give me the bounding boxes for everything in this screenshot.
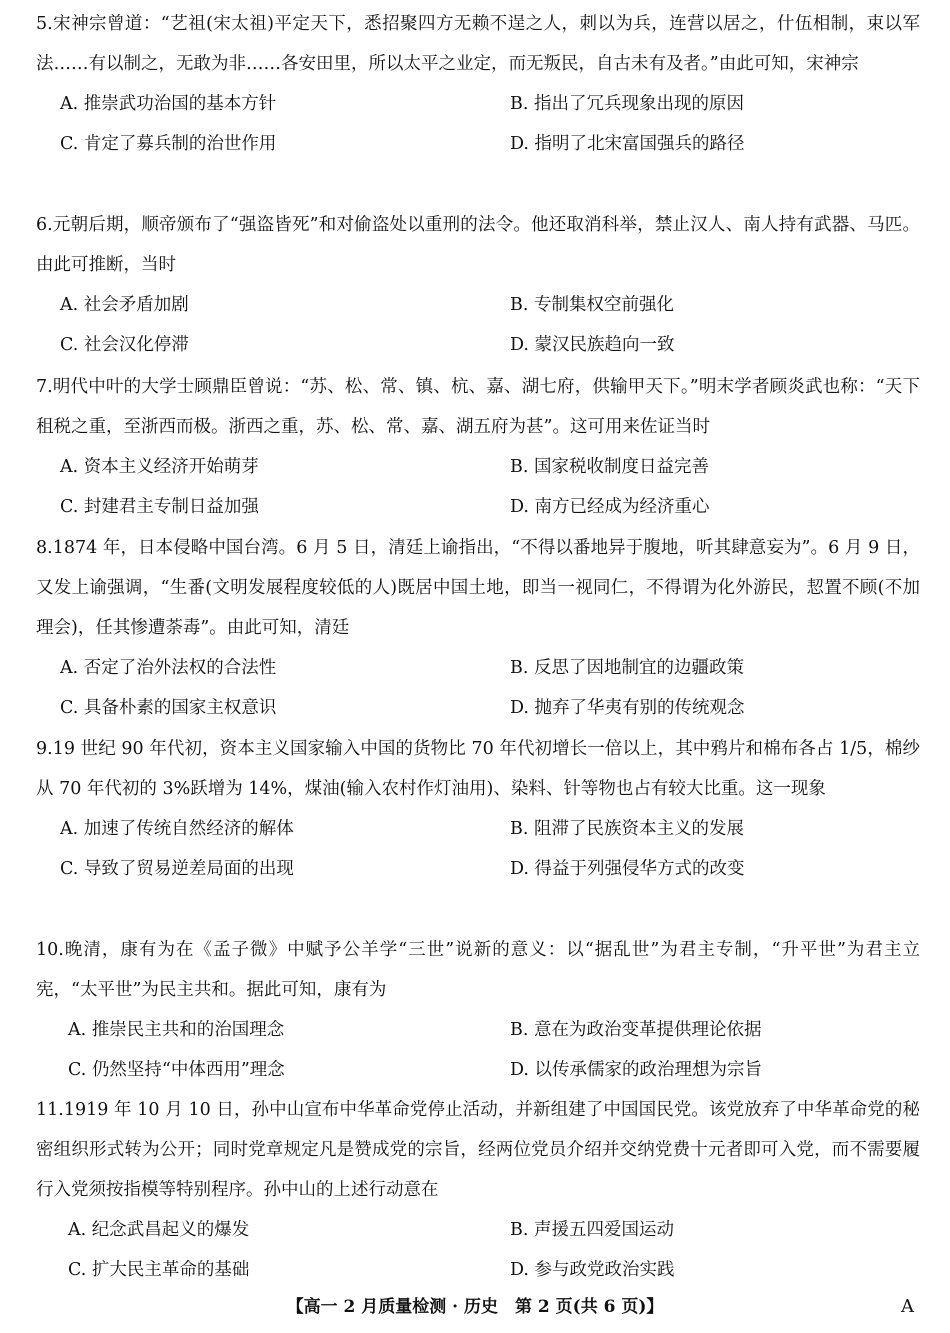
option-b: B. 声援五四爱国运动 bbox=[510, 1220, 674, 1240]
option-d: D. 南方已经成为经济重心 bbox=[510, 497, 710, 517]
question-7 bbox=[0, 367, 950, 527]
option-c: C. 具备朴素的国家主权意识 bbox=[60, 698, 277, 718]
options-group bbox=[0, 1010, 950, 1090]
option-c: C. 扩大民主革命的基础 bbox=[68, 1260, 250, 1280]
option-b: B. 专制集权空前强化 bbox=[510, 295, 674, 315]
option-b: B. 阻滞了民族资本主义的发展 bbox=[510, 819, 744, 839]
option-d: D. 以传承儒家的政治理想为宗旨 bbox=[510, 1060, 763, 1080]
option-c: C. 封建君主专制日益加强 bbox=[60, 497, 259, 517]
option-d: D. 参与政党政治实践 bbox=[510, 1260, 675, 1280]
paper-version: A bbox=[901, 1296, 914, 1317]
options-group bbox=[0, 1210, 950, 1290]
question-stem: 6.元朝后期，顺帝颁布了“强盗皆死”和对偷盗处以重刑的法令。他还取消科举，禁止汉人、南人持有武器、马匹。由此可推断，当时 bbox=[36, 215, 920, 275]
page-footer: 【高一 2 月质量检测 · 历史 第 2 页(共 6 页)】 bbox=[286, 1297, 664, 1317]
option-c: C. 社会汉化停滞 bbox=[60, 335, 189, 355]
question-11 bbox=[0, 1090, 950, 1290]
option-d: D. 得益于列强侵华方式的改变 bbox=[510, 859, 745, 879]
question-stem: 9.19 世纪 90 年代初，资本主义国家输入中国的货物比 70 年代初增长一倍以上，其中鸦片和棉布各占 1/5，棉纱从 70 年代初的 3%跃增为 14%，煤油(输入农村作灯油用)、染料、针等物也占有较大比重。这一现象 bbox=[36, 739, 920, 799]
options-group bbox=[0, 84, 950, 164]
question-10 bbox=[0, 930, 950, 1090]
question-stem: 11.1919 年 10 月 10 日，孙中山宣布中华革命党停止活动，并新组建了中国国民党。该党放弃了中华革命党的秘密组织形式转为公开；同时党章规定凡是赞成党的宗旨，经两位党员介绍并交纳党费十元者即可入党，而不需要履行入党须按指模等特别程序。孙中山的上述行动意在 bbox=[36, 1100, 920, 1200]
options-group bbox=[0, 809, 950, 889]
option-c: C. 肯定了募兵制的治世作用 bbox=[60, 134, 277, 154]
option-a: A. 社会矛盾加剧 bbox=[60, 295, 189, 315]
option-a: A. 否定了治外法权的合法性 bbox=[60, 658, 277, 678]
question-stem: 7.明代中叶的大学士顾鼎臣曾说：“苏、松、常、镇、杭、嘉、湖七府，供输甲天下。”明末学者顾炎武也称：“天下租税之重，至浙西而极。浙西之重，苏、松、常、嘉、湖五府为甚”。这可用来佐证当时 bbox=[36, 377, 920, 437]
options-group bbox=[0, 285, 950, 365]
option-a: A. 纪念武昌起义的爆发 bbox=[68, 1220, 250, 1240]
option-b: B. 反思了因地制宜的边疆政策 bbox=[510, 658, 744, 678]
option-c: C. 导致了贸易逆差局面的出现 bbox=[60, 859, 294, 879]
option-b: B. 国家税收制度日益完善 bbox=[510, 457, 709, 477]
question-8 bbox=[0, 528, 950, 728]
option-d: D. 蒙汉民族趋向一致 bbox=[510, 335, 675, 355]
option-a: A. 推崇民主共和的治国理念 bbox=[68, 1020, 285, 1040]
option-d: D. 抛弃了华夷有别的传统观念 bbox=[510, 698, 745, 718]
option-c: C. 仍然坚持“中体西用”理念 bbox=[68, 1060, 285, 1080]
options-group bbox=[0, 648, 950, 728]
options-group bbox=[0, 447, 950, 527]
option-b: B. 指出了冗兵现象出现的原因 bbox=[510, 94, 744, 114]
question-stem: 10.晚清，康有为在《孟子微》中赋予公羊学“三世”说新的意义：以“据乱世”为君主专制，“升平世”为君主立宪，“太平世”为民主共和。据此可知，康有为 bbox=[36, 940, 920, 1000]
option-d: D. 指明了北宋富国强兵的路径 bbox=[510, 134, 745, 154]
question-6 bbox=[0, 205, 950, 365]
option-b: B. 意在为政治变革提供理论依据 bbox=[510, 1020, 762, 1040]
question-5 bbox=[0, 4, 950, 164]
question-9 bbox=[0, 729, 950, 889]
question-stem: 8.1874 年，日本侵略中国台湾。6 月 5 日，清廷上谕指出，“不得以番地异于腹地，听其肆意妄为”。6 月 9 日，又发上谕强调，“生番(文明发展程度较低的人)既居中国土地，即当一视同仁，不得谓为化外游民，恝置不顾(不加理会)，任其惨遭荼毒”。由此可知，清廷 bbox=[36, 538, 920, 638]
question-stem: 5.宋神宗曾道：“艺祖(宋太祖)平定天下，悉招聚四方无赖不逞之人，刺以为兵，连营以居之，什伍相制，束以军法……有以制之，无敢为非……各安田里，所以太平之业定，而无叛民，自古未有及者。”由此可知，宋神宗 bbox=[36, 14, 920, 74]
option-a: A. 资本主义经济开始萌芽 bbox=[60, 457, 259, 477]
option-a: A. 推崇武功治国的基本方针 bbox=[60, 94, 277, 114]
option-a: A. 加速了传统自然经济的解体 bbox=[60, 819, 294, 839]
